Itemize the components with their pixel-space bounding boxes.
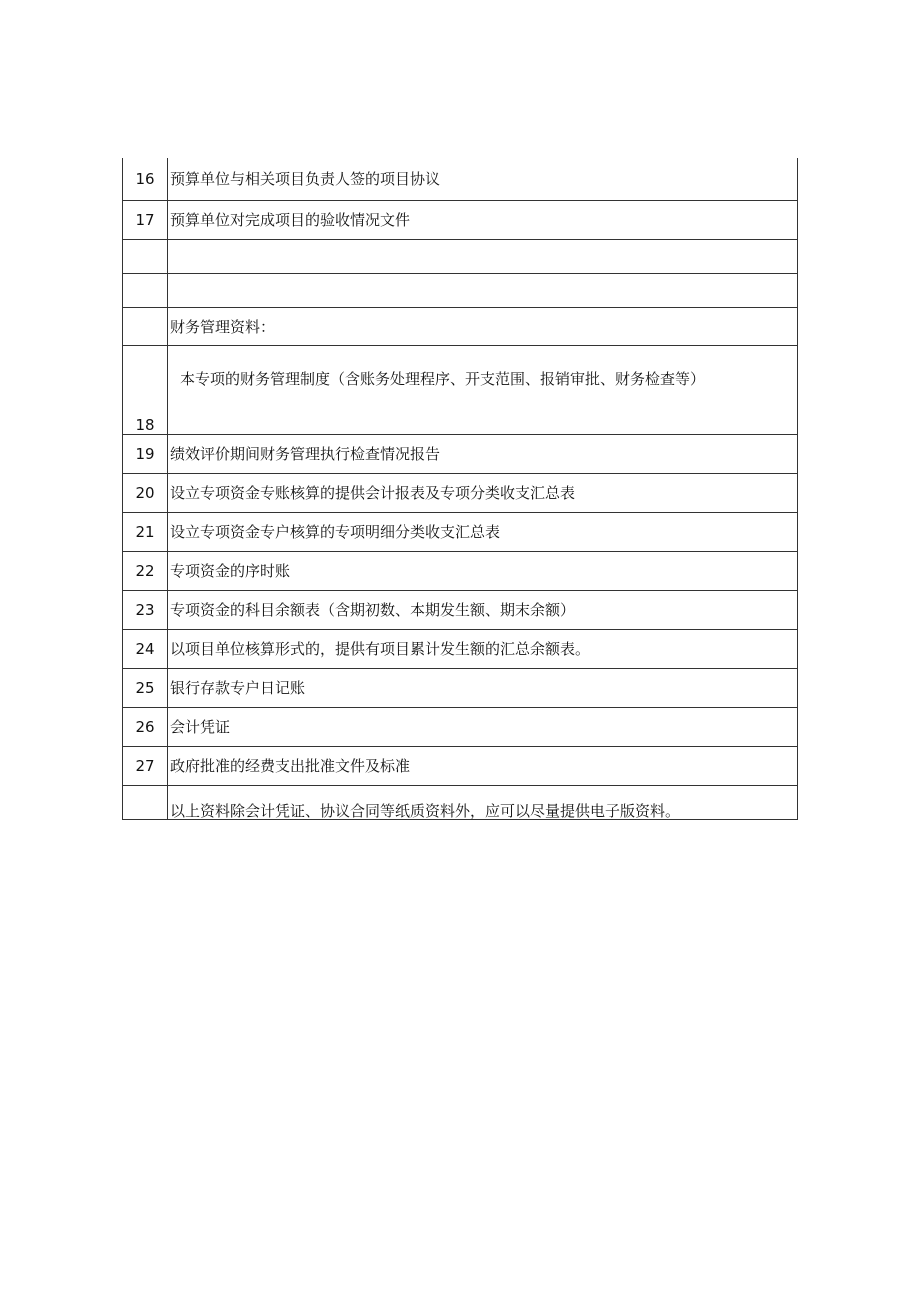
table-row bbox=[123, 591, 798, 630]
row-text: 预算单位对完成项目的验收情况文件 bbox=[168, 201, 798, 240]
row-text: 以项目单位核算形式的，提供有项目累计发生额的汇总余额表。 bbox=[168, 630, 798, 669]
materials-table bbox=[122, 158, 798, 820]
row-text: 本专项的财务管理制度（含账务处理程序、开支范围、报销审批、财务检查等） bbox=[168, 346, 798, 435]
row-number: 24 bbox=[123, 630, 168, 669]
table-row bbox=[123, 630, 798, 669]
row-text bbox=[168, 240, 798, 274]
row-number: 22 bbox=[123, 552, 168, 591]
table-row bbox=[123, 435, 798, 474]
row-text bbox=[168, 274, 798, 308]
row-number bbox=[123, 786, 168, 820]
table-row bbox=[123, 708, 798, 747]
row-text: 专项资金的序时账 bbox=[168, 552, 798, 591]
table-row bbox=[123, 158, 798, 201]
row-text: 专项资金的科目余额表（含期初数、本期发生额、期末余额） bbox=[168, 591, 798, 630]
row-number: 17 bbox=[123, 201, 168, 240]
footnote: 以上资料除会计凭证、协议合同等纸质资料外，应可以尽量提供电子版资料。 bbox=[170, 802, 681, 820]
table-row bbox=[123, 669, 798, 708]
table-row bbox=[123, 201, 798, 240]
table-row bbox=[123, 274, 798, 308]
row-number bbox=[123, 308, 168, 346]
row-number: 19 bbox=[123, 435, 168, 474]
section-heading: 财务管理资料： bbox=[168, 308, 798, 346]
table-row bbox=[123, 513, 798, 552]
table-row bbox=[123, 747, 798, 786]
row-number: 21 bbox=[123, 513, 168, 552]
row-text: 绩效评价期间财务管理执行检查情况报告 bbox=[168, 435, 798, 474]
table-row bbox=[123, 474, 798, 513]
table-row bbox=[123, 240, 798, 274]
row-text: 会计凭证 bbox=[168, 708, 798, 747]
row-number bbox=[123, 240, 168, 274]
row-number: 26 bbox=[123, 708, 168, 747]
table-row bbox=[123, 552, 798, 591]
table-row bbox=[123, 308, 798, 346]
row-number: 18 bbox=[123, 346, 168, 435]
row-text: 银行存款专户日记账 bbox=[168, 669, 798, 708]
row-number: 16 bbox=[123, 158, 168, 201]
row-number: 20 bbox=[123, 474, 168, 513]
row-number bbox=[123, 274, 168, 308]
row-text: 预算单位与相关项目负责人签的项目协议 bbox=[168, 158, 798, 201]
row-number: 25 bbox=[123, 669, 168, 708]
row-number: 23 bbox=[123, 591, 168, 630]
table-row bbox=[123, 346, 798, 435]
row-text: 政府批准的经费支出批准文件及标准 bbox=[168, 747, 798, 786]
row-text: 设立专项资金专户核算的专项明细分类收支汇总表 bbox=[168, 513, 798, 552]
row-number: 27 bbox=[123, 747, 168, 786]
row-text: 设立专项资金专账核算的提供会计报表及专项分类收支汇总表 bbox=[168, 474, 798, 513]
